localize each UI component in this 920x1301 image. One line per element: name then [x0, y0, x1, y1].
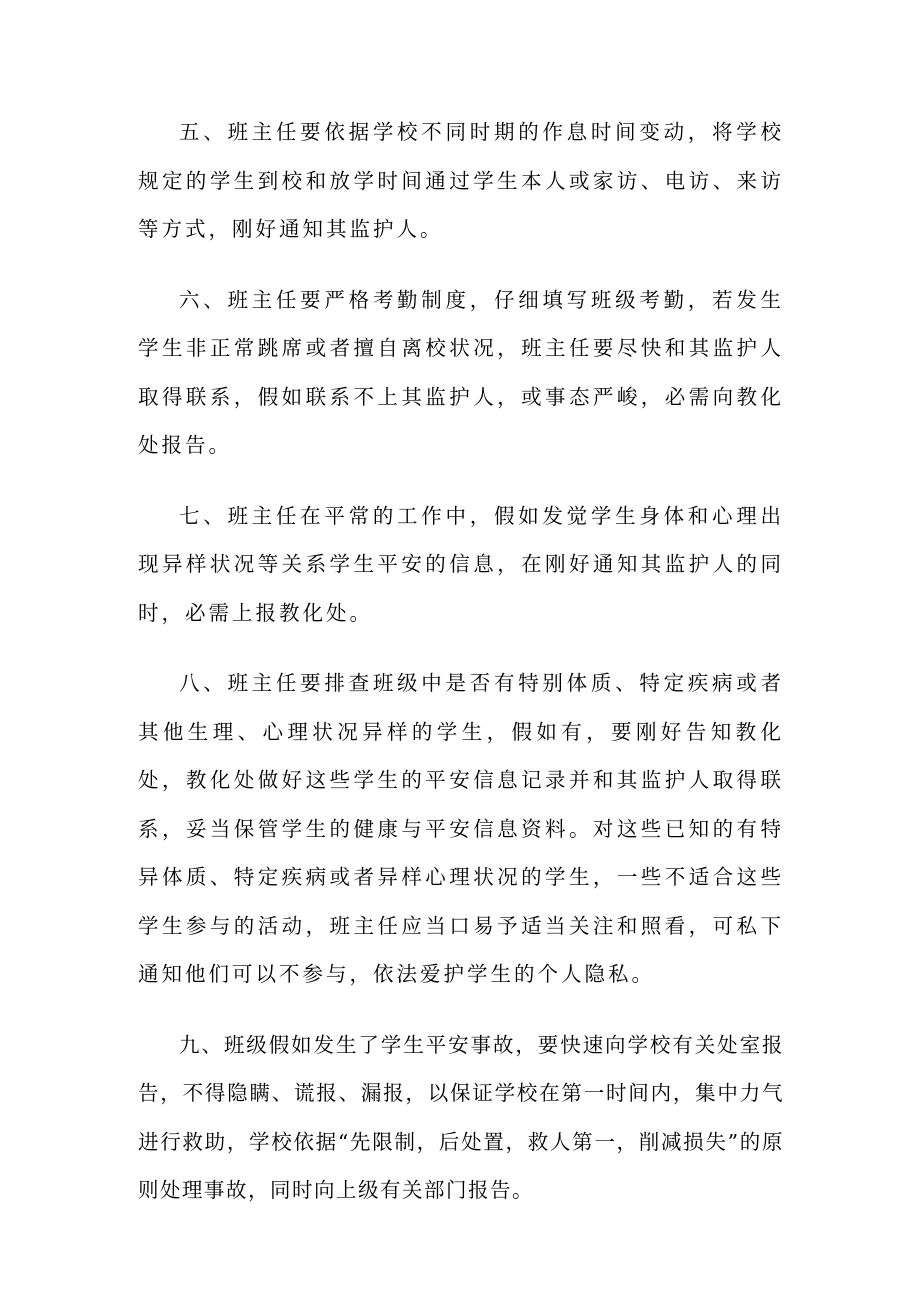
paragraph-7: 七、班主任在平常的工作中，假如发觉学生身体和心理出现异样状况等关系学生平安的信息，在刚好通知其监护人的同时，必需上报教化处。 — [138, 503, 784, 625]
paragraph-8: 八、班主任要排查班级中是否有特别体质、特定疾病或者其他生理、心理状况异样的学生，假如有，要刚好告知教化处，教化处做好这些学生的平安信息记录并和其监护人取得联系，妥当保管学生的健康与平安信息资料。对这些已知的有特异体质、特定疾病或者异样心理状况的学生，一些不适合这些学生参与的活动，班主任应当口易予适当关注和照看，可私下通知他们可以不参与，依法爱护学生的个人隐私。 — [138, 671, 784, 986]
paragraph-5: 五、班主任要依据学校不同时期的作息时间变动，将学校规定的学生到校和放学时间通过学生本人或家访、电访、来访等方式，刚好通知其监护人。 — [138, 120, 784, 241]
document-body — [138, 108, 784, 1237]
paragraph-9: 九、班级假如发生了学生平安事故，要快速向学校有关处室报告，不得隐瞒、谎报、漏报，以保证学校在第一时间内，集中力气进行救助，学校依据“先限制，后处置，救人第一，削减损失”的原则处理事故，同时向上级有关部门报告。 — [138, 1032, 784, 1202]
paragraph-6: 六、班主任要严格考勤制度，仔细填写班级考勤，若发生学生非正常跳席或者擅自离校状况，班主任要尽快和其监护人取得联系，假如联系不上其监护人，或事态严峻，必需向教化处报告。 — [138, 287, 784, 457]
